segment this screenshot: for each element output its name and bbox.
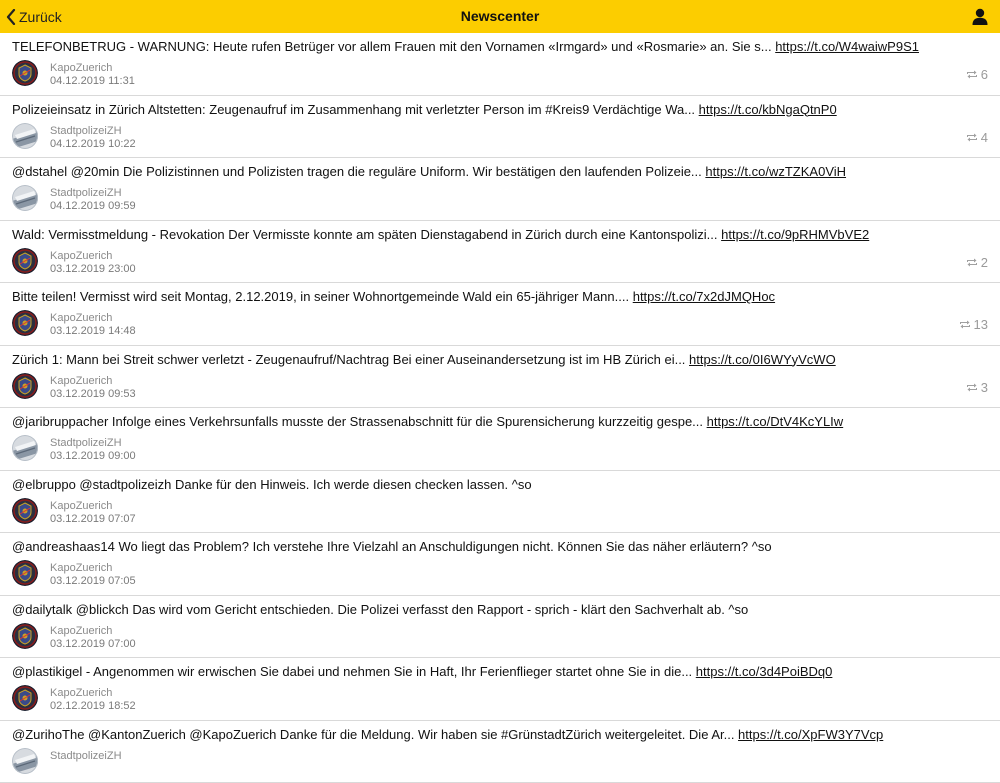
item-text: Wald: Vermisstmeldung - Revokation Der Vermisste konnte am späten Dienstagabend in Zürich durch eine Kantonspolizi... — [12, 227, 721, 242]
feed-item[interactable] — [0, 721, 1000, 783]
item-link[interactable]: https://t.co/W4waiwP9S1 — [775, 39, 919, 54]
item-link[interactable]: https://t.co/XpFW3Y7Vcp — [738, 727, 883, 742]
retweet-icon — [966, 130, 981, 145]
item-date: 02.12.2019 18:52 — [50, 700, 136, 712]
news-feed — [0, 33, 1000, 783]
avatar — [12, 435, 38, 461]
retweet-count-value: 13 — [974, 317, 988, 332]
item-date: 04.12.2019 10:22 — [50, 138, 136, 150]
avatar — [12, 185, 38, 211]
item-author: KapoZuerich — [50, 250, 112, 262]
item-text: @dstahel @20min Die Polizistinnen und Polizisten tragen die reguläre Uniform. Wir bestätigen den laufenden Polizeie... — [12, 164, 705, 179]
item-author: KapoZuerich — [50, 62, 112, 74]
item-text: @elbruppo @stadtpolizeizh Danke für den Hinweis. Ich werde diesen checken lassen. ^so — [12, 477, 532, 492]
item-text-line — [12, 664, 980, 679]
retweet-count — [966, 255, 988, 270]
item-text: @ZurihoThe @KantonZuerich @KapoZuerich Danke für die Meldung. Wir haben sie #GrünstadtZürich weitergeleitet. Die Ar... — [12, 727, 738, 742]
retweet-count-value: 3 — [981, 380, 988, 395]
back-button-label: Zurück — [19, 9, 62, 25]
item-text-line — [12, 602, 980, 617]
retweet-count — [959, 317, 988, 332]
item-date: 03.12.2019 07:00 — [50, 638, 136, 650]
item-date: 04.12.2019 11:31 — [50, 75, 135, 87]
item-text: @andreashaas14 Wo liegt das Problem? Ich verstehe Ihre Vielzahl an Anschuldigungen nicht. Können Sie das näher erläutern? ^so — [12, 539, 772, 554]
avatar — [12, 60, 38, 86]
retweet-icon — [966, 67, 981, 82]
feed-item[interactable] — [0, 658, 1000, 721]
feed-item[interactable] — [0, 283, 1000, 346]
item-author: KapoZuerich — [50, 312, 112, 324]
item-text-line — [12, 289, 980, 304]
item-text-line — [12, 539, 980, 554]
retweet-count — [966, 130, 988, 145]
avatar — [12, 373, 38, 399]
avatar — [12, 560, 38, 586]
avatar — [12, 123, 38, 149]
item-author: StadtpolizeiZH — [50, 187, 122, 199]
retweet-icon — [966, 255, 981, 270]
item-text: @jaribruppacher Infolge eines Verkehrsunfalls musste der Strassenabschnitt für die Spurensicherung kurzzeitig gespe... — [12, 414, 707, 429]
retweet-count-value: 6 — [981, 67, 988, 82]
item-date: 03.12.2019 14:48 — [50, 325, 136, 337]
retweet-icon — [966, 380, 981, 395]
item-text: Bitte teilen! Vermisst wird seit Montag, 2.12.2019, in seiner Wohnortgemeinde Wald ein 65-jähriger Mann.... — [12, 289, 633, 304]
item-author: KapoZuerich — [50, 375, 112, 387]
item-author: StadtpolizeiZH — [50, 125, 122, 137]
feed-item[interactable] — [0, 96, 1000, 159]
item-author: KapoZuerich — [50, 500, 112, 512]
item-link[interactable]: https://t.co/DtV4KcYLIw — [707, 414, 844, 429]
item-date: 03.12.2019 09:53 — [50, 388, 136, 400]
page-title: Newscenter — [0, 0, 1000, 33]
item-text: @dailytalk @blickch Das wird vom Gericht entschieden. Die Polizei verfasst den Rapport - sprich - klärt den Sachverhalt ab. ^so — [12, 602, 748, 617]
item-text-line — [12, 39, 980, 54]
item-text: Polizeieinsatz in Zürich Altstetten: Zeugenaufruf im Zusammenhang mit verletzter Person im #Kreis9 Verdächtige Wa... — [12, 102, 699, 117]
item-text-line — [12, 352, 980, 367]
feed-item[interactable] — [0, 346, 1000, 409]
retweet-count — [966, 67, 988, 82]
item-text-line — [12, 164, 980, 179]
retweet-count-value: 4 — [981, 130, 988, 145]
item-link[interactable]: https://t.co/3d4PoiBDq0 — [696, 664, 833, 679]
item-date: 03.12.2019 09:00 — [50, 450, 136, 462]
item-text: TELEFONBETRUG - WARNUNG: Heute rufen Betrüger vor allem Frauen mit den Vornamen «Irmgard» und «Rosmarie» an. Sie s... — [12, 39, 775, 54]
feed-item[interactable] — [0, 533, 1000, 596]
item-author: StadtpolizeiZH — [50, 437, 122, 449]
avatar — [12, 623, 38, 649]
avatar — [12, 748, 38, 774]
retweet-count — [966, 380, 988, 395]
item-link[interactable]: https://t.co/7x2dJMQHoc — [633, 289, 775, 304]
item-text: Zürich 1: Mann bei Streit schwer verletzt - Zeugenaufruf/Nachtrag Bei einer Auseinandersetzung ist im HB Zürich ei... — [12, 352, 689, 367]
retweet-icon — [959, 317, 974, 332]
item-text-line — [12, 477, 980, 492]
item-link[interactable]: https://t.co/0I6WYyVcWO — [689, 352, 836, 367]
item-text-line — [12, 414, 980, 429]
item-date: 03.12.2019 07:05 — [50, 575, 136, 587]
item-link[interactable]: https://t.co/9pRHMVbVE2 — [721, 227, 869, 242]
navigation-bar — [0, 0, 1000, 33]
retweet-count-value: 2 — [981, 255, 988, 270]
avatar — [12, 498, 38, 524]
avatar — [12, 685, 38, 711]
feed-item[interactable] — [0, 158, 1000, 221]
avatar — [12, 310, 38, 336]
item-date: 04.12.2019 09:59 — [50, 200, 136, 212]
item-author: KapoZuerich — [50, 562, 112, 574]
item-date: 03.12.2019 07:07 — [50, 513, 136, 525]
item-text-line — [12, 227, 980, 242]
feed-item[interactable] — [0, 408, 1000, 471]
avatar — [12, 248, 38, 274]
feed-item[interactable] — [0, 33, 1000, 96]
item-link[interactable]: https://t.co/wzTZKA0ViH — [705, 164, 846, 179]
item-text: @plastikigel - Angenommen wir erwischen Sie dabei und nehmen Sie in Haft, Ihr Ferienflieger startet ohne Sie in die... — [12, 664, 696, 679]
item-date: 03.12.2019 23:00 — [50, 263, 136, 275]
user-icon[interactable] — [972, 8, 988, 25]
item-text-line — [12, 727, 980, 742]
feed-item[interactable] — [0, 596, 1000, 659]
chevron-left-icon — [6, 9, 16, 25]
feed-item[interactable] — [0, 221, 1000, 284]
back-button[interactable] — [6, 0, 62, 33]
item-text-line — [12, 102, 980, 117]
item-link[interactable]: https://t.co/kbNgaQtnP0 — [699, 102, 837, 117]
feed-item[interactable] — [0, 471, 1000, 534]
item-author: KapoZuerich — [50, 625, 112, 637]
item-author: KapoZuerich — [50, 687, 112, 699]
item-author: StadtpolizeiZH — [50, 750, 122, 762]
